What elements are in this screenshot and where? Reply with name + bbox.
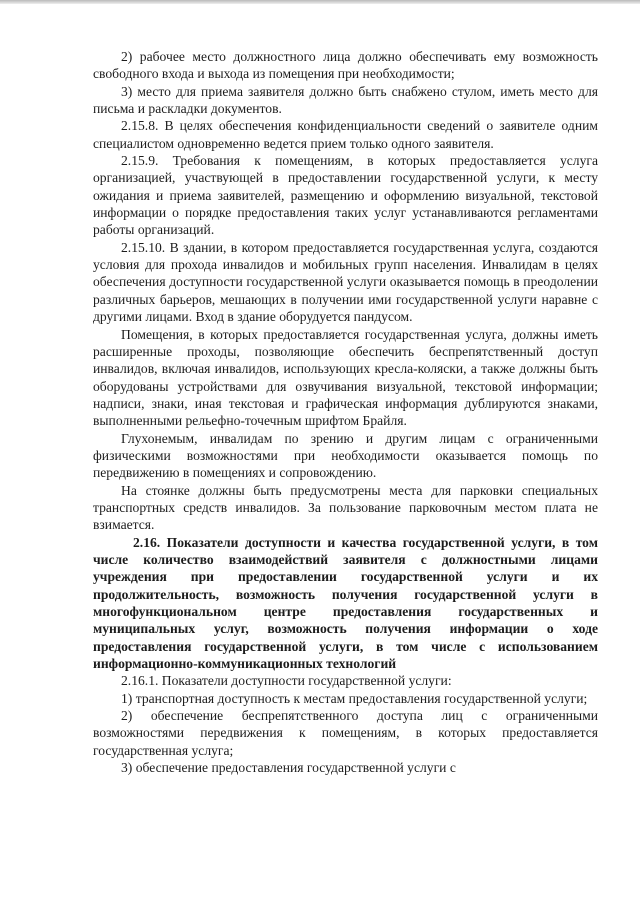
scan-top-edge bbox=[0, 0, 640, 4]
document-page bbox=[93, 48, 598, 776]
paragraph-3: 2.15.8. В целях обеспечения конфиденциальности сведений о заявителе одним специалистом одновременно ведется прием только одного заявителя. bbox=[93, 118, 598, 151]
paragraph-10: 1) транспортная доступность к местам предоставления государственной услуги; bbox=[121, 690, 588, 706]
paragraph-12: 3) обеспечение предоставления государственной услуги с bbox=[121, 760, 456, 776]
paragraph-2: 3) место для приема заявителя должно быть снабжено стулом, иметь место для письма и раскладки документов. bbox=[93, 83, 598, 117]
paragraph-5: 2.15.10. В здании, в котором предоставляется государственная услуга, создаются условия для прохода инвалидов и мобильных групп населения. Инвалидам в целях обеспечения доступности государственной услуги оказывается помощь в преодолении различных барьеров, мешающих в получении ими государственной услуги наравне с другими лицами. Вход в здание оборудуется пандусом. bbox=[93, 239, 598, 325]
paragraph-9: 2.16.1. Показатели доступности государственной услуги: bbox=[121, 673, 452, 689]
section-heading-2-16: 2.16. Показатели доступности и качества государственной услуги, в том числе количество взаимодействий заявителя с должностными лицами учреждения при предоставлении государственной услуги и их продолжительность, возможность получения государственной услуги в многофункциональном центре предоставления государственных и муниципальных услуг, возможность получения информации о ходе предоставления государственной услуги, в том числе с использованием информационно-коммуникационных технологий bbox=[93, 534, 598, 672]
paragraph-4: 2.15.9. Требования к помещениям, в которых предоставляется услуга организацией, участвующей в предоставлении государственной услуги, к месту ожидания и приема заявителей, размещению и оформлению визуальной, текстовой информации о порядке предоставления таких услуг устанавливаются регламентами работы организаций. bbox=[93, 153, 598, 238]
paragraph-1: 2) рабочее место должностного лица должно обеспечивать ему возможность свободного входа и выхода из помещения при необходимости; bbox=[93, 49, 598, 82]
paragraph-7: Глухонемым, инвалидам по зрению и другим лицам с ограниченными физическими возможностями при необходимости оказывается помощь по передвижению в помещениях и сопровождению. bbox=[93, 430, 598, 481]
paragraph-8: На стоянке должны быть предусмотрены места для парковки специальных транспортных средств инвалидов. За пользование парковочным местом плата не взимается. bbox=[93, 482, 598, 533]
paragraph-11: 2) обеспечение беспрепятственного доступа лиц с ограниченными возможностями передвижения к помещениям, в которых предоставляется государственная услуга; bbox=[93, 708, 598, 758]
paragraph-6: Помещения, в которых предоставляется государственная услуга, должны иметь расширенные проходы, позволяющие обеспечить беспрепятственный доступ инвалидов, включая инвалидов, использующих кресла-коляски, а также должны быть оборудованы устройствами для озвучивания визуальной, текстовой информации; надписи, знаки, иная текстовая и графическая информация дублируются знаками, выполненными рельефно-точечным шрифтом Брайля. bbox=[93, 326, 598, 429]
